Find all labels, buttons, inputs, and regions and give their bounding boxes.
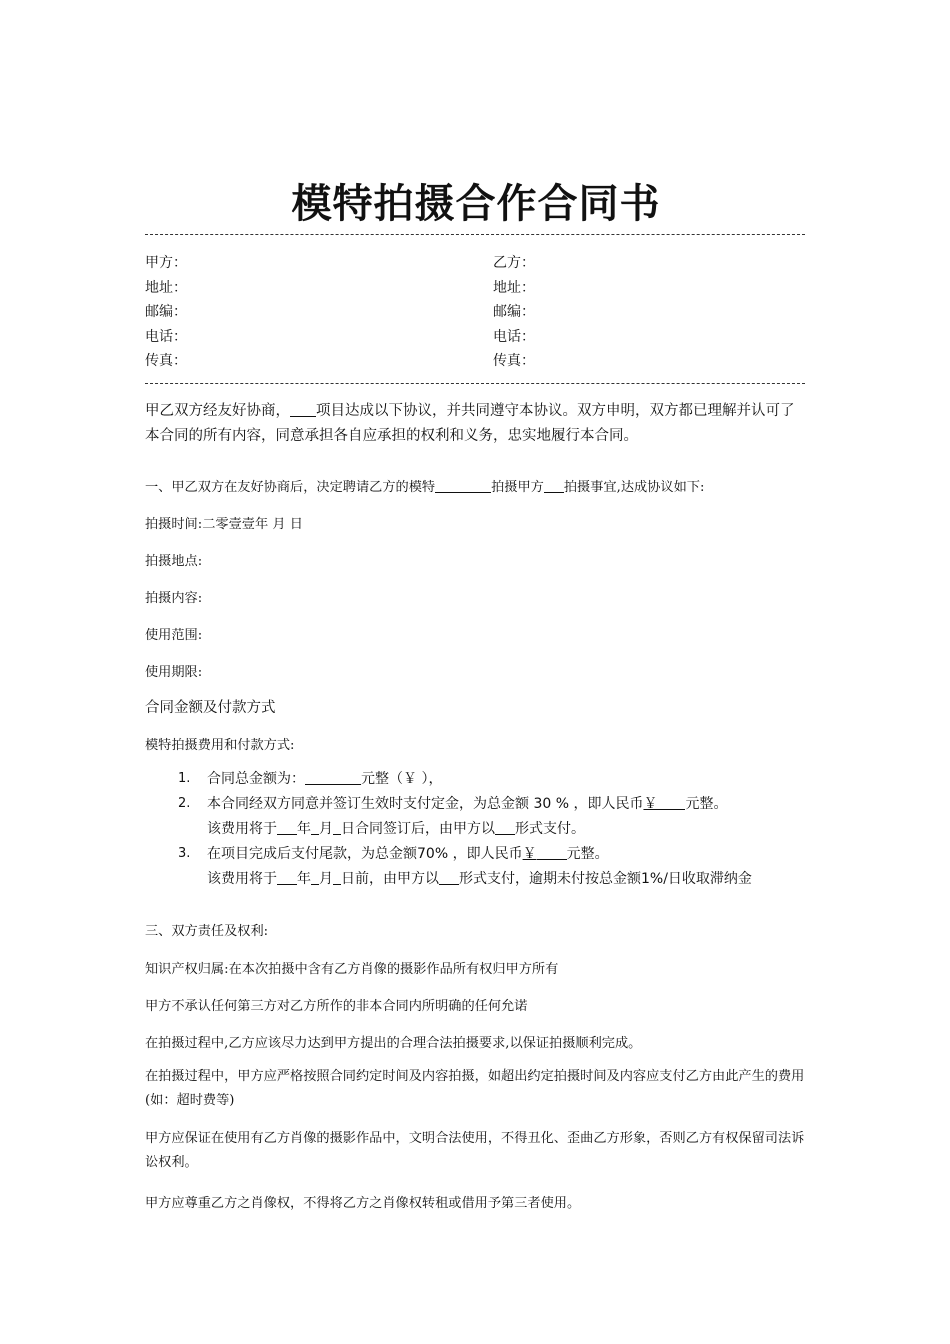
item-2-text-d3: 月 bbox=[319, 820, 333, 837]
intro-text-2: 项目达成以下协议，并共同遵守本协议。双方申明，双方都已理解并认可了本合同的所有内容，同意承担各自应承担的权利和义务，忠实地履行本合同。 bbox=[145, 403, 795, 444]
payment-form-blank bbox=[495, 820, 515, 835]
party-a-postcode-label: 邮编： bbox=[145, 304, 187, 320]
balance-percentage: 70% bbox=[417, 846, 449, 862]
deposit-percentage: 30 % bbox=[529, 796, 574, 812]
month-blank bbox=[311, 870, 319, 885]
balance-amount-blank bbox=[537, 845, 567, 860]
section1-text-1: 一、甲乙双方在友好协商后，决定聘请乙方的模特 bbox=[145, 480, 436, 495]
payment-heading: 合同金额及付款方式 bbox=[145, 700, 276, 716]
yen-symbol: ￥ bbox=[522, 846, 537, 862]
payment-form-blank bbox=[439, 870, 459, 885]
item-2-text-d1: 该费用将于 bbox=[207, 820, 277, 837]
item-2-text-c: 元整。 bbox=[685, 796, 728, 812]
party-a-phone-label: 电话： bbox=[145, 328, 187, 345]
section3-heading: 三、双方责任及权利: bbox=[145, 924, 269, 939]
deposit-amount-blank bbox=[657, 795, 685, 810]
shoot-location: 拍摄地点: bbox=[145, 554, 203, 569]
item-3-text-d2: 年 bbox=[297, 870, 311, 887]
item-3-text-d4: 日前，由甲方以 bbox=[341, 870, 439, 887]
contract-title: 模特拍摄合作合同书 bbox=[291, 181, 661, 227]
party-b-info bbox=[493, 251, 535, 374]
overtime-clause: 在拍摄过程中，甲方应严格按照合同约定时间及内容拍摄，如超出约定拍摄时间及内容应支付乙方由此产生的费用(如：超时费等) bbox=[145, 1069, 805, 1108]
payment-item-3 bbox=[178, 842, 808, 891]
portrait-rights-clause: 甲方应尊重乙方之肖像权，不得将乙方之肖像权转租或借用予第三者使用。 bbox=[145, 1196, 581, 1211]
intro-text-1: 甲乙双方经友好协商， bbox=[145, 403, 290, 419]
yen-symbol: ￥ bbox=[643, 796, 658, 812]
party-b-address-label: 地址： bbox=[493, 279, 535, 296]
party-a-info bbox=[145, 251, 187, 374]
usage-period: 使用期限: bbox=[145, 665, 203, 680]
day-blank bbox=[333, 820, 341, 835]
payment-subheading: 模特拍摄费用和付款方式: bbox=[145, 738, 295, 753]
intro-paragraph bbox=[145, 399, 807, 449]
item-2-number: 2. bbox=[178, 796, 191, 811]
model-blank bbox=[435, 478, 491, 493]
shoot-blank bbox=[544, 478, 564, 493]
project-blank bbox=[290, 402, 316, 417]
day-blank bbox=[333, 870, 341, 885]
shoot-content: 拍摄内容: bbox=[145, 591, 203, 606]
year-blank bbox=[277, 820, 297, 835]
payment-item-1 bbox=[178, 767, 808, 792]
item-1-number: 1. bbox=[178, 771, 191, 786]
total-amount-blank bbox=[305, 770, 361, 785]
item-1-text-a: 合同总金额为： bbox=[207, 771, 305, 787]
party-b-fax-label: 传真： bbox=[493, 353, 535, 369]
party-b-postcode-label: 邮编： bbox=[493, 304, 535, 320]
party-b-name-label: 乙方： bbox=[493, 255, 535, 271]
item-2-text-b: ，即人民币 bbox=[573, 796, 644, 812]
item-3-text-d5: 形式支付，逾期未付按总金额 bbox=[459, 870, 641, 887]
ip-ownership-clause: 知识产权归属:在本次拍摄中含有乙方肖像的摄影作品所有权归甲方所有 bbox=[145, 962, 559, 977]
party-a-fax-label: 传真： bbox=[145, 353, 187, 369]
party-a-address-label: 地址： bbox=[145, 279, 187, 296]
month-blank bbox=[311, 820, 319, 835]
party-a-name-label: 甲方： bbox=[145, 255, 187, 271]
item-1-text-b: 元整（￥ ）， bbox=[361, 771, 443, 787]
divider-top bbox=[145, 234, 805, 235]
model-cooperation-clause: 在拍摄过程中,乙方应该尽力达到甲方提出的合理合法拍摄要求,以保证拍摄顺利完成。 bbox=[145, 1036, 642, 1051]
item-2-text-a: 本合同经双方同意并签订生效时支付定金，为总金额 bbox=[207, 796, 529, 812]
divider-bottom bbox=[145, 383, 805, 384]
section1-paragraph bbox=[145, 476, 704, 495]
payment-item-2 bbox=[178, 792, 808, 841]
item-3-text-d3: 月 bbox=[319, 870, 333, 887]
section1-text-2: 拍摄甲方 bbox=[491, 480, 544, 495]
section1-text-3: 拍摄事宜,达成协议如下: bbox=[563, 480, 705, 495]
item-3-number: 3. bbox=[178, 846, 191, 861]
item-3-text-d1: 该费用将于 bbox=[207, 870, 277, 887]
item-3-text-b: ，即人民币 bbox=[448, 846, 523, 862]
item-3-text-a: 在项目完成后支付尾款，为总金额 bbox=[207, 846, 417, 862]
item-2-text-d2: 年 bbox=[297, 820, 311, 837]
party-b-phone-label: 电话： bbox=[493, 328, 535, 345]
item-2-text-d5: 形式支付。 bbox=[515, 820, 585, 837]
legal-use-clause: 甲方应保证在使用有乙方肖像的摄影作品中，文明合法使用，不得丑化、歪曲乙方形象，否则乙方有权保留司法诉讼权利。 bbox=[145, 1131, 805, 1170]
usage-scope: 使用范围: bbox=[145, 628, 203, 643]
item-2-text-d4: 日合同签订后，由甲方以 bbox=[341, 820, 495, 837]
shoot-time: 拍摄时间:二零壹壹年 月 日 bbox=[145, 517, 303, 532]
year-blank bbox=[277, 870, 297, 885]
item-3-text-c: 元整。 bbox=[566, 846, 609, 862]
late-fee-rate: 1% bbox=[641, 870, 664, 887]
no-third-party-clause: 甲方不承认任何第三方对乙方所作的非本合同内所明确的任何允诺 bbox=[145, 999, 528, 1014]
item-3-text-d7: /日收取滞纳金 bbox=[663, 870, 752, 887]
